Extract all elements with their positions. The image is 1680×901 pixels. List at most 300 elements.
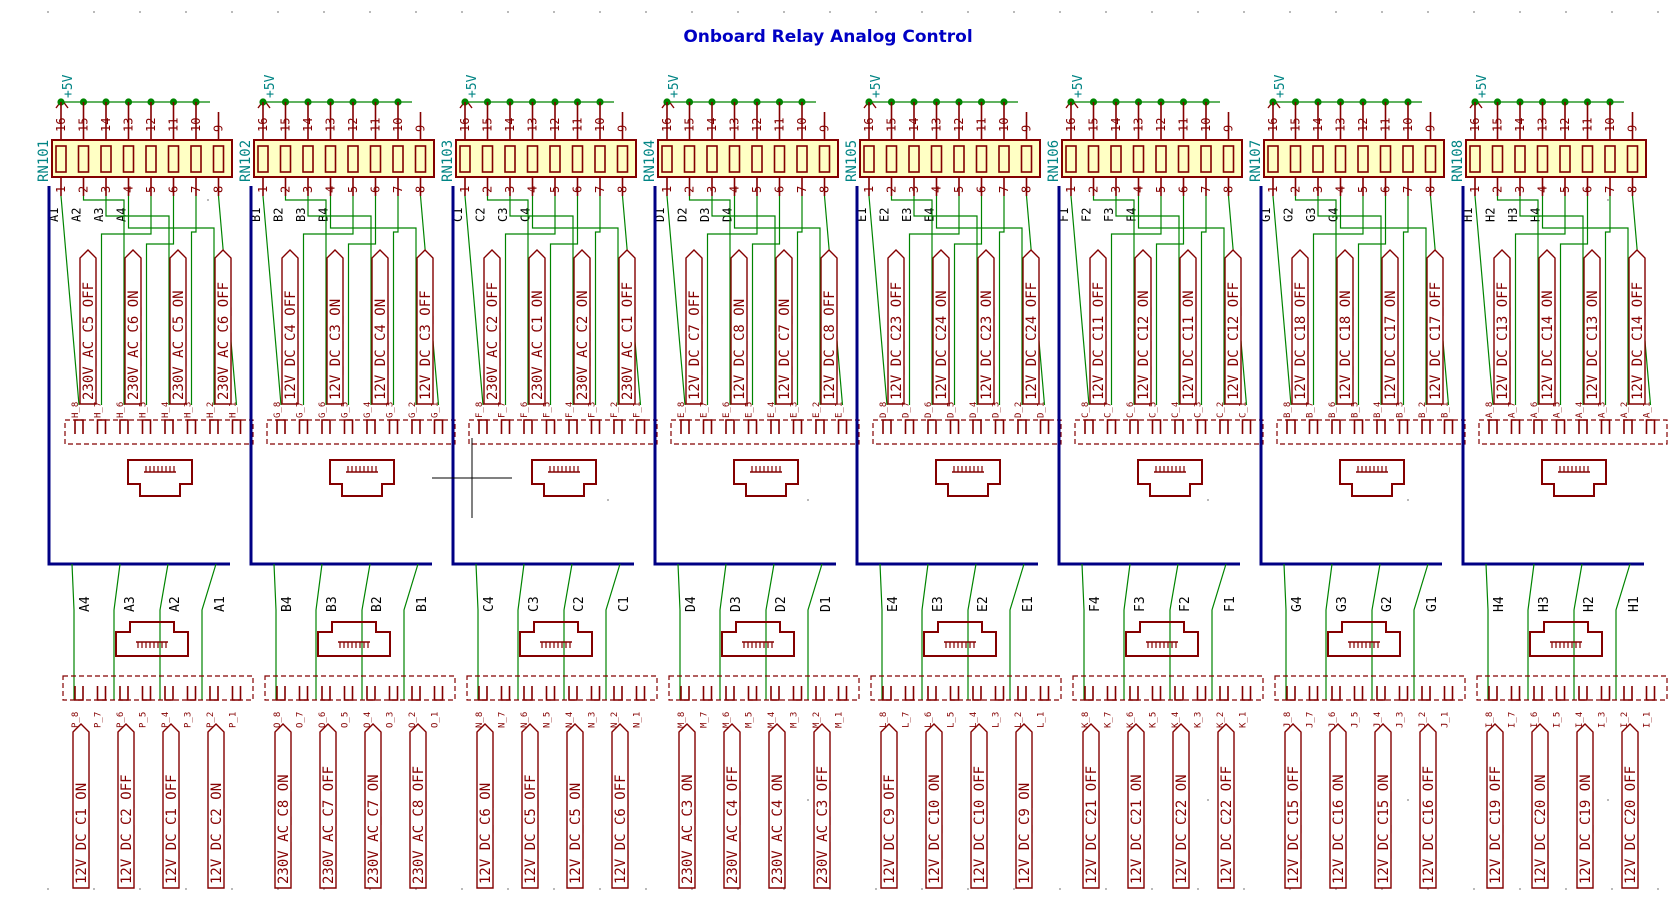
connector-pin-name: P_6 (116, 711, 126, 728)
net-label: 12V_DC_C12_ON (1136, 290, 1152, 400)
connector-pin (75, 686, 83, 700)
net-label: 12V_DC_C23_ON (979, 290, 995, 400)
connector-pin (1512, 420, 1520, 434)
connector-pin-name: B_2 (1418, 401, 1428, 418)
connector-pin (816, 420, 824, 434)
rj-signal-label: D4 (684, 596, 699, 612)
rj-signal-label: G2 (1380, 596, 1395, 612)
net-label: 12V_DC_C10_ON (927, 774, 943, 884)
rn-pin-number: 9 (615, 124, 630, 132)
rn-pin-number: 14 (301, 117, 315, 132)
rn-pin-number: 13 (1333, 117, 1348, 132)
resistor-network-ref: RN105 (844, 139, 860, 182)
connector-pin (120, 420, 128, 434)
connector-pin-name: K_6 (1126, 711, 1136, 728)
rj45-jack-icon (1126, 622, 1198, 656)
connector-pin (1130, 420, 1138, 434)
connector-pin (1108, 420, 1116, 434)
signal-label: C2 (473, 207, 488, 222)
connector-pin-name: O_4 (363, 711, 373, 728)
connector-pin-name: F_8 (475, 401, 485, 418)
connector-pin-name: D_4 (969, 401, 979, 418)
rn-pin-number: 15 (1086, 117, 1101, 132)
connector-pin-name: D_1 (1036, 401, 1047, 418)
connector-pin (569, 686, 577, 700)
rn-pin-number: 10 (997, 117, 1011, 132)
connector-pin (951, 686, 959, 700)
cable-wire (274, 564, 276, 700)
rn-pin-number: 15 (682, 117, 697, 132)
rn-pin-number: 2 (1288, 185, 1303, 193)
signal-label: H4 (1528, 207, 1543, 222)
connector-pin (1130, 686, 1138, 700)
connector-pin-name: B_3 (1395, 401, 1406, 418)
rj45-jack-icon (1530, 622, 1602, 656)
rj-signal-label: C4 (482, 596, 497, 612)
rj45-jack-icon (722, 622, 794, 656)
connector-pin-name: D_7 (901, 401, 912, 418)
rn-pin-number: 8 (1423, 185, 1438, 193)
connector-pin (390, 420, 398, 434)
net-label: 12V_DC_C2_ON (209, 782, 225, 884)
cable-wire (678, 564, 680, 700)
connector-pin-name: C_7 (1103, 401, 1114, 418)
cable-wire (564, 564, 572, 700)
connector-pin-name: L_8 (879, 711, 889, 728)
connector-pin-name: G_2 (408, 401, 418, 418)
connector-pin (1534, 686, 1542, 700)
connector-pin (771, 686, 779, 700)
connector-pin (1153, 420, 1161, 434)
rn-pin-number: 6 (974, 185, 989, 193)
connector-pin-name: J_3 (1395, 711, 1406, 728)
connector-pin-name: N_5 (542, 711, 553, 728)
connector-pin (412, 686, 420, 700)
cable-wire (968, 564, 976, 700)
signal-label: D1 (653, 207, 667, 222)
net-label: 230V_AC_C2_OFF (485, 281, 501, 400)
rj45-jack-icon (1138, 460, 1202, 496)
connector-pin (367, 686, 375, 700)
connector-pin (906, 420, 914, 434)
connector-pin (569, 420, 577, 434)
connector-pin-name: N_8 (475, 711, 485, 728)
signal-label: C4 (518, 207, 533, 222)
rn-pin-number: 8 (1625, 185, 1640, 193)
connector-pin (1153, 686, 1161, 700)
relay-modules (36, 74, 1667, 888)
connector-pin-name: A_5 (1552, 401, 1563, 418)
rn-pin-number: 14 (1513, 117, 1527, 132)
rn-pin-number: 9 (1423, 124, 1438, 132)
connector-pin (547, 420, 555, 434)
connector-pin-name: G_6 (318, 401, 328, 418)
rn-pin-number: 6 (772, 185, 787, 193)
connector-pin (839, 420, 847, 434)
connector-pin-name: F_5 (542, 401, 553, 418)
net-label: 230V_AC_C8_ON (276, 774, 292, 884)
connector-pin-name: E_2 (812, 401, 822, 418)
net-label: 230V_AC_C7_OFF (321, 765, 337, 884)
connector-pin (390, 686, 398, 700)
connector-pin-name: L_1 (1036, 711, 1047, 728)
cable-wire (1082, 564, 1084, 700)
rn-pin-number: 9 (817, 124, 832, 132)
connector-pin (1422, 686, 1430, 700)
net-label: 12V_DC_C4_OFF (283, 290, 299, 400)
connector-pin-name: H_4 (161, 401, 171, 418)
connector-pin-name: N_6 (520, 711, 530, 728)
net-label: 12V_DC_C14_OFF (1630, 281, 1646, 400)
rn-pin-number: 11 (772, 117, 787, 132)
signal-wire (798, 196, 803, 405)
rj-signal-label: H4 (1492, 596, 1507, 612)
connector-pin-name: L_3 (991, 711, 1002, 728)
connector-pin (928, 420, 936, 434)
connector-pin-name: E_8 (677, 401, 687, 418)
connector-pin-name: N_7 (497, 711, 508, 728)
connector-pin-name: F_4 (565, 401, 575, 418)
connector-pin (1243, 686, 1251, 700)
connector-outline (669, 676, 859, 700)
connector-pin-name: D_6 (924, 401, 934, 418)
rn-pin-number: 13 (525, 117, 540, 132)
rj-signal-label: D2 (774, 596, 789, 612)
connector-pin-name: J_4 (1373, 711, 1383, 728)
connector-outline (1073, 676, 1263, 700)
connector-pin (143, 686, 151, 700)
rn-pin-number: 13 (1131, 117, 1146, 132)
supply-label: +5V (1273, 74, 1288, 98)
connector-pin (906, 686, 914, 700)
rn-pin-number: 3 (1109, 185, 1123, 193)
connector-pin (637, 420, 645, 434)
connector-pin (996, 420, 1004, 434)
rn-pin-number: 3 (301, 185, 315, 193)
rn-pin-number: 3 (1513, 185, 1527, 193)
connector-pin (1243, 420, 1251, 434)
rn-pin-number: 5 (1356, 185, 1370, 193)
rn-pin-number: 14 (907, 117, 921, 132)
net-label: 12V_DC_C18_OFF (1293, 281, 1309, 400)
connector-outline (1275, 676, 1465, 700)
connector-pin-name: K_4 (1171, 711, 1181, 728)
connector-pin-name: A_6 (1530, 401, 1540, 418)
rj45-jack-icon (116, 622, 188, 656)
connector-pin (1579, 420, 1587, 434)
cable-wire (1212, 564, 1226, 700)
connector-pin-name: C_6 (1126, 401, 1136, 418)
connector-pin (1175, 686, 1183, 700)
connector-pin-name: H_5 (138, 401, 149, 418)
connector-pin-name: B_5 (1350, 401, 1361, 418)
net-label: 12V_DC_C6_OFF (613, 774, 629, 884)
net-label: 12V_DC_C7_ON (777, 298, 793, 400)
rn-pin-number: 7 (795, 185, 809, 193)
connector-pin (1310, 686, 1318, 700)
connector-pin (1220, 686, 1228, 700)
signal-wire (1606, 196, 1611, 405)
resistor-network-ref: RN101 (36, 139, 52, 182)
rj45-jack-icon (924, 622, 996, 656)
rn-pin-number: 10 (189, 117, 203, 132)
rn-pin-number: 8 (615, 185, 630, 193)
connector-pin-name: P_5 (138, 711, 149, 728)
connector-pin (592, 420, 600, 434)
rj-signal-label: C1 (617, 596, 632, 612)
rn-pin-number: 7 (997, 185, 1011, 193)
net-label: 12V_DC_C1_ON (74, 782, 90, 884)
rn-pin-number: 14 (503, 117, 517, 132)
rn-pin-number: 2 (1490, 185, 1505, 193)
rj-signal-label: F1 (1223, 596, 1238, 612)
connector-pin (1400, 420, 1408, 434)
connector-pin-name: K_5 (1148, 711, 1159, 728)
connector-pin (1041, 420, 1049, 434)
net-label: 12V_DC_C17_OFF (1428, 281, 1444, 400)
connector-pin (233, 686, 241, 700)
rn-pin-number: 4 (1535, 185, 1550, 193)
rn-pin-number: 12 (548, 117, 562, 132)
net-label: 12V_DC_C11_OFF (1091, 281, 1107, 400)
connector-pin (1422, 420, 1430, 434)
connector-pin-name: C_5 (1148, 401, 1159, 418)
net-label: 230V_AC_C2_ON (575, 290, 591, 400)
connector-pin-name: J_1 (1440, 711, 1451, 728)
connector-pin-name: O_2 (408, 711, 418, 728)
rj-signal-label: B1 (415, 596, 430, 612)
rn-pin-number: 9 (1019, 124, 1034, 132)
relay-module-rn106 (1046, 74, 1263, 888)
net-label: 230V_AC_C5_OFF (81, 281, 97, 400)
connector-pin (614, 686, 622, 700)
net-label: 12V_DC_C7_OFF (687, 290, 703, 400)
rn-pin-number: 7 (391, 185, 405, 193)
rn-pin-number: 16 (1468, 117, 1482, 132)
cable-wire (1010, 564, 1024, 700)
rj-signal-label: A3 (123, 596, 138, 612)
cable-wire (766, 564, 774, 700)
connector-pin (1377, 420, 1385, 434)
connector-pin-name: K_8 (1081, 711, 1091, 728)
rn-pin-number: 6 (1176, 185, 1191, 193)
signal-label: F2 (1079, 207, 1094, 222)
connector-pin-name: J_7 (1305, 711, 1316, 728)
connector-pin (479, 686, 487, 700)
rn-pin-number: 7 (1401, 185, 1415, 193)
rn-pin-number: 4 (929, 185, 944, 193)
net-label: 12V_DC_C4_ON (373, 298, 389, 400)
rn-pin-number: 10 (391, 117, 405, 132)
connector-pin (726, 686, 734, 700)
connector-pin-name: B_1 (1440, 401, 1451, 418)
connector-pin-name: L_6 (924, 711, 934, 728)
connector-pin-name: K_7 (1103, 711, 1114, 728)
connector-pin (345, 686, 353, 700)
rn-pin-number: 15 (884, 117, 899, 132)
rn-pin-number: 3 (503, 185, 517, 193)
net-label: 12V_DC_C13_ON (1585, 290, 1601, 400)
connector-pin-name: E_3 (789, 401, 800, 418)
connector-pin (1512, 686, 1520, 700)
rn-pin-number: 1 (458, 185, 472, 193)
rn-pin-number: 4 (323, 185, 338, 193)
resistor-network-ref: RN108 (1450, 139, 1466, 182)
supply-label: +5V (61, 74, 76, 98)
connector-pin (973, 686, 981, 700)
rn-pin-number: 5 (1154, 185, 1168, 193)
connector-pin-name: O_1 (430, 711, 441, 728)
signal-label: C1 (451, 207, 465, 222)
rn-pin-number: 13 (121, 117, 136, 132)
signal-label: A1 (47, 207, 61, 222)
connector-pin-name: I_6 (1530, 711, 1540, 728)
connector-pin (277, 420, 285, 434)
signal-label: D4 (720, 207, 735, 222)
rn-pin-number: 12 (1356, 117, 1370, 132)
signal-label: E2 (877, 207, 892, 222)
rn-pin-number: 9 (211, 124, 226, 132)
connector-pin-name: P_2 (206, 711, 216, 728)
net-label: 12V_DC_C5_OFF (523, 774, 539, 884)
rj45-jack-icon (1328, 622, 1400, 656)
rn-pin-number: 13 (929, 117, 944, 132)
rn-pin-number: 16 (1266, 117, 1280, 132)
rn-pin-number: 13 (1535, 117, 1550, 132)
signal-label: D2 (675, 207, 690, 222)
net-label: 12V_DC_C22_ON (1174, 774, 1190, 884)
connector-pin-name: M_8 (677, 711, 687, 728)
signal-label: E1 (855, 207, 869, 222)
rn-pin-number: 1 (1266, 185, 1280, 193)
signal-label: A4 (114, 207, 129, 222)
net-label: 12V_DC_C14_ON (1540, 290, 1556, 400)
net-label: 230V_AC_C1_OFF (620, 281, 636, 400)
connector-outline (63, 676, 253, 700)
connector-pin-name: C_1 (1238, 401, 1249, 418)
signal-label: C3 (496, 207, 510, 222)
connector-pin (592, 686, 600, 700)
cable-wire (1616, 564, 1630, 700)
connector-pin (1647, 686, 1655, 700)
connector-outline (65, 420, 253, 444)
signal-wire (192, 196, 197, 405)
rn-pin-number: 11 (974, 117, 989, 132)
rn-pin-number: 12 (144, 117, 158, 132)
connector-pin (1579, 686, 1587, 700)
connector-pin-name: K_3 (1193, 711, 1204, 728)
net-label: 12V_DC_C18_ON (1338, 290, 1354, 400)
rn-pin-number: 6 (166, 185, 181, 193)
rn-pin-number: 14 (705, 117, 719, 132)
net-label: 12V_DC_C10_OFF (972, 765, 988, 884)
rn-pin-number: 4 (1131, 185, 1146, 193)
signal-wire (465, 196, 483, 405)
net-label: 12V_DC_C9_OFF (882, 774, 898, 884)
net-label: 12V_DC_C13_OFF (1495, 281, 1511, 400)
rn-pin-number: 13 (727, 117, 742, 132)
relay-module-rn105 (844, 74, 1061, 888)
connector-pin (839, 686, 847, 700)
connector-pin (502, 420, 510, 434)
rn-pin-number: 5 (1558, 185, 1572, 193)
rn-pin-number: 1 (1064, 185, 1078, 193)
signal-wire (596, 196, 601, 405)
connector-pin-name: G_4 (363, 401, 373, 418)
connector-pin (1355, 686, 1363, 700)
connector-pin-name: E_7 (699, 401, 710, 418)
rj-signal-label: F4 (1088, 596, 1103, 612)
signal-wire (1273, 196, 1291, 405)
connector-pin-name: G_8 (273, 401, 283, 418)
rj-signal-label: B2 (370, 596, 385, 612)
rn-pin-number: 1 (54, 185, 68, 193)
connector-pin-name: K_1 (1238, 711, 1249, 728)
schematic-title: Onboard Relay Analog Control (683, 27, 973, 47)
connector-pin (1377, 686, 1385, 700)
connector-pin (681, 686, 689, 700)
connector-pin-name: G_3 (385, 401, 396, 418)
signal-label: F4 (1124, 207, 1139, 222)
rn-pin-number: 5 (750, 185, 764, 193)
rn-pin-number: 9 (413, 124, 428, 132)
net-label: 230V_AC_C3_ON (680, 774, 696, 884)
net-label: 230V_AC_C6_OFF (216, 281, 232, 400)
cable-wire (808, 564, 822, 700)
rn-pin-number: 14 (1109, 117, 1123, 132)
connector-pin-name: B_7 (1305, 401, 1316, 418)
rn-pin-number: 9 (1221, 124, 1236, 132)
connector-pin (1018, 420, 1026, 434)
rn-pin-number: 9 (1625, 124, 1640, 132)
connector-pin-name: H_1 (228, 401, 239, 418)
connector-pin (1175, 420, 1183, 434)
signal-label: H3 (1506, 207, 1520, 222)
connector-outline (1479, 420, 1667, 444)
connector-pin-name: I_7 (1507, 711, 1518, 728)
cable-wire (1574, 564, 1582, 700)
signal-wire (869, 196, 887, 405)
connector-pin (98, 686, 106, 700)
connector-pin (435, 420, 443, 434)
rn-pin-number: 16 (256, 117, 270, 132)
connector-pin (165, 686, 173, 700)
connector-pin-name: J_2 (1418, 711, 1428, 728)
signal-label: A3 (92, 207, 106, 222)
connector-pin (143, 420, 151, 434)
signal-label: H1 (1461, 207, 1475, 222)
rn-pin-number: 12 (1558, 117, 1572, 132)
connector-pin-name: H_6 (116, 401, 126, 418)
rn-pin-number: 14 (1311, 117, 1325, 132)
connector-pin-name: M_4 (767, 711, 777, 728)
connector-pin (726, 420, 734, 434)
connector-pin-name: A_4 (1575, 401, 1585, 418)
rj-signal-label: H2 (1582, 596, 1597, 612)
rn-pin-number: 15 (278, 117, 293, 132)
rn-pin-number: 15 (1490, 117, 1505, 132)
connector-pin-name: F_3 (587, 401, 598, 418)
net-label: 12V_DC_C3_ON (328, 298, 344, 400)
connector-pin (524, 686, 532, 700)
rn-pin-number: 5 (144, 185, 158, 193)
rn-pin-number: 1 (256, 185, 270, 193)
signal-wire (1475, 196, 1493, 405)
connector-pin-name: E_5 (744, 401, 755, 418)
signal-label: D3 (698, 207, 712, 222)
signal-label: B2 (271, 207, 286, 222)
connector-outline (265, 676, 455, 700)
